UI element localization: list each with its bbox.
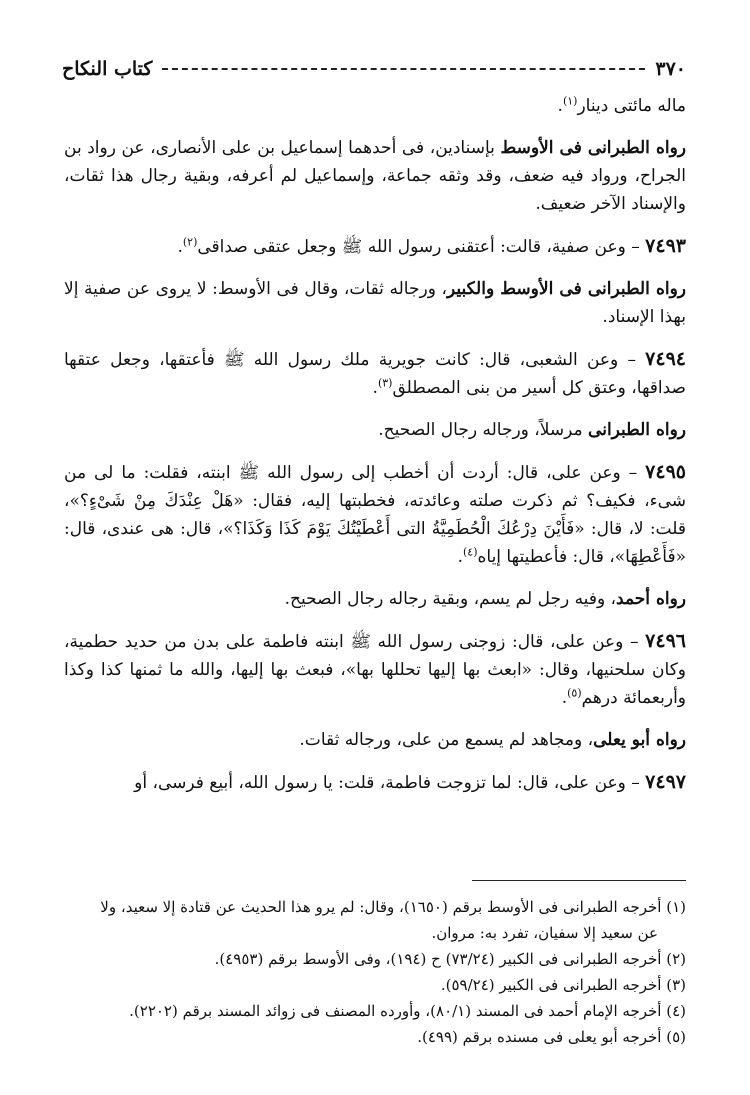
page-number: ٣٧٠	[655, 58, 686, 80]
source-citation: رواه الطبرانى فى الأوسط والكبير	[447, 279, 686, 299]
header-dashed-rule	[162, 68, 645, 70]
paragraph: رواه أبو يعلى، ومجاهد لم يسمع من على، ورجاله ثقات.	[299, 730, 686, 750]
hadith-number: ٧٤٩٦	[645, 630, 686, 652]
paragraph: رواه أحمد، وفيه رجل لم يسم، وبقية رجاله رجال الصحيح.	[284, 589, 686, 609]
footnote-mark: (٣)	[666, 976, 686, 994]
footnote-divider	[472, 880, 686, 881]
footnote-text: أخرجه الطبرانى فى الكبير (٧٣/٢٤) ح (١٩٤)، وفى الأوسط برقم (٤٩٥٣).	[214, 950, 662, 968]
book-title: كتاب النكاح	[62, 58, 153, 80]
main-text	[64, 92, 686, 811]
paragraph: رواه الطبرانى فى الأوسط والكبير، ورجاله ثقات، وقال فى الأوسط: لا يروى عن صفية إلا بهذا الإسناد.	[64, 279, 686, 327]
source-citation: رواه الطبرانى	[588, 420, 686, 440]
source-citation: رواه الطبرانى فى الأوسط	[500, 138, 686, 158]
source-citation: رواه أبو يعلى	[593, 730, 686, 750]
hadith-number: ٧٤٩٧	[645, 771, 686, 793]
hadith-number: ٧٤٩٤	[645, 348, 686, 370]
footnote	[64, 972, 686, 998]
footnote	[64, 946, 686, 972]
footnote-ref: (٢)	[182, 235, 198, 249]
footnote-text: أخرجه الإمام أحمد فى المسند (٨٠/١)، وأورده المصنف فى زوائد المسند برقم (٢٢٠٢).	[129, 1002, 662, 1020]
paragraph: رواه الطبرانى مرسلاً، ورجاله رجال الصحيح.	[378, 420, 686, 440]
footnote-mark: (٢)	[666, 950, 686, 968]
paragraph: ماله مائتى دينار$^{(١)}$.	[557, 94, 686, 116]
hadith-number: ٧٤٩٥	[645, 461, 686, 483]
footnote	[64, 894, 686, 946]
footnote-text: أخرجه الطبرانى فى الكبير (٥٩/٢٤).	[440, 976, 662, 994]
footnote-ref: (٥)	[567, 686, 582, 700]
running-header	[62, 52, 686, 86]
hadith-number: ٧٤٩٣	[645, 235, 686, 257]
footnote-ref: (٤)	[462, 545, 478, 559]
footnote-mark: (٥)	[666, 1028, 686, 1046]
hadith-entry: ٧٤٩٦ – وعن على، قال: زوجنى رسول الله ﷺ ابنته فاطمة على بدن من حديد حطمية، وكان سلحنيها، وقال: «ابعث بها إليها تحللها بها»، فبعث بها إليها، والله ما ثمنها كذا وكذا وأربعمائة درهم$^{(٥)}$.	[64, 630, 686, 708]
footnote-mark: (٤)	[666, 1002, 686, 1020]
footnote-ref: (٣)	[377, 376, 393, 390]
footnote-text: أخرجه أبو يعلى فى مسنده برقم (٤٩٩).	[417, 1028, 662, 1046]
footnotes	[64, 894, 686, 1050]
footnote	[64, 1024, 686, 1050]
source-citation: رواه أحمد	[616, 589, 686, 609]
hadith-entry: ٧٤٩٤ – وعن الشعبى، قال: كانت جويرية ملك رسول الله ﷺ فأعتقها، وجعل عتقها صداقها، وعتق كل أسير من بنى المصطلق$^{(٣)}$.	[64, 348, 686, 398]
paragraph: رواه الطبرانى فى الأوسط بإسنادين، فى أحدهما إسماعيل بن على الأنصارى، عن رواد بن الجراح، ورواد فيه ضعف، وقد وثقه جماعة، وإسماعيل لم أعرفه، وبقية رجال هذا ثقات، والإسناد الآخر ضعيف.	[64, 138, 686, 214]
hadith-entry: ٧٤٩٣ – وعن صفية، قالت: أعتقنى رسول الله ﷺ وجعل عتقى صداقى$^{(٢)}$.	[177, 235, 686, 257]
footnote	[64, 998, 686, 1024]
footnote-ref: (١)	[562, 94, 578, 108]
footnote-mark: (١)	[666, 898, 686, 916]
footnote-text-continued: عن سعيد إلا سفيان، تفرد به: مروان.	[431, 924, 658, 942]
footnote-text: أخرجه الطبرانى فى الأوسط برقم (١٦٥٠)، وقال: لم يرو هذا الحديث عن قتادة إلا سعيد، ولا	[100, 898, 662, 916]
hadith-entry: ٧٤٩٧ – وعن على، قال: لما تزوجت فاطمة، قلت: يا رسول الله، أبيع فرسى، أو	[134, 771, 686, 793]
hadith-entry: ٧٤٩٥ – وعن على، قال: أردت أن أخطب إلى رسول الله ﷺ ابنته، فقلت: ما لى من شىء، فكيف؟ ثم ذكرت صلته وعائدته، فخطبتها إليه، فقال: «هَلْ عِنْدَكَ مِنْ شَىْءٍ؟»، قلت: لا، قال: «فَأَيْنَ دِرْعُكَ الْحُطَمِيَّةُ التى أَعْطَيْتُكَ يَوْمَ كَذَا وَكَذَا؟»، قال: هى عندى، قال: «فَأَعْطِهَا»، قال: فأعطيتها إياه$^{(٤)}$.	[64, 461, 686, 567]
